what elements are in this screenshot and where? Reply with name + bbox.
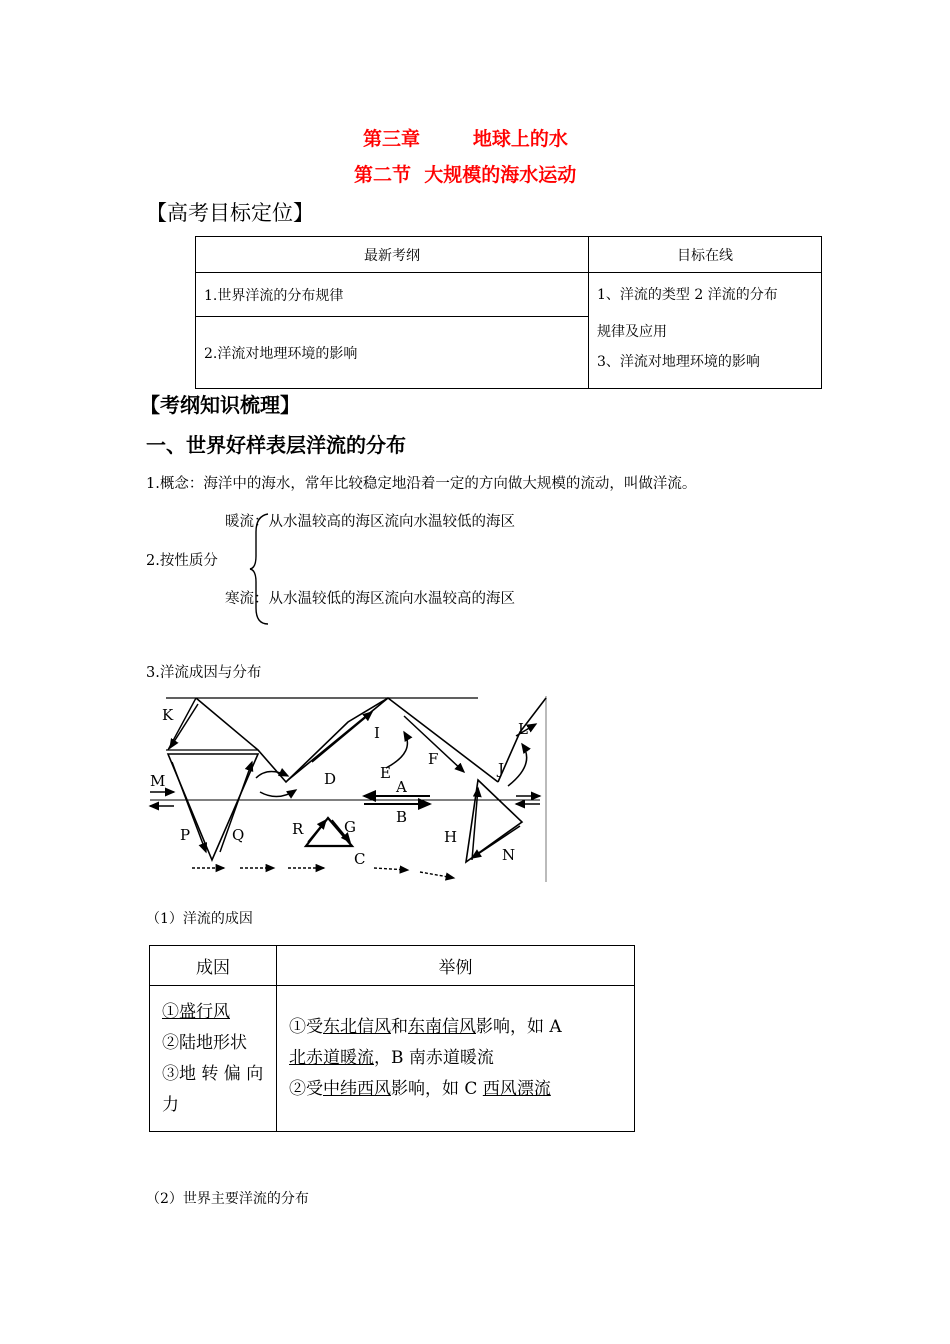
heading-exam-objectives: 【高考目标定位】 [146, 201, 314, 225]
label-N: N [502, 846, 516, 864]
label-L: L [518, 720, 528, 738]
heading-knowledge: 【考纲知识梳理】 [140, 393, 300, 417]
cause-header: 成因 [150, 946, 277, 986]
objective-line-2: 规律及应用 [597, 324, 667, 340]
example-line-1: ①受东北信风和东南信风影响，如 A [289, 1017, 562, 1037]
example-line-3: ②受中纬西风影响，如 C 西风漂流 [289, 1079, 551, 1099]
objectives-row-1: 1.世界洋流的分布规律 [196, 273, 589, 317]
cause-1: ①盛行风 [162, 1001, 230, 1022]
label-D: D [324, 770, 337, 788]
objectives-header-right: 目标在线 [589, 237, 822, 273]
cold-current-text: 寒流：从水温较低的海区流向水温较高的海区 [225, 591, 515, 607]
warm-current-text: 暖流：从水温较高的海区流向水温较低的海区 [225, 514, 515, 530]
section1-title: 一、世界好样表层洋流的分布 [146, 433, 406, 457]
example-line-2: 北赤道暖流，B 南赤道暖流 [289, 1048, 494, 1068]
cause-2: ②陆地形状 [162, 1032, 247, 1053]
label-C: C [354, 850, 366, 868]
label-G: G [344, 818, 356, 836]
example-header: 举例 [277, 946, 635, 986]
cause-list-cell [150, 986, 277, 1132]
objective-line-1: 1、洋流的类型 2 洋流的分布 [597, 287, 778, 303]
formation-title: 3.洋流成因与分布 [146, 665, 262, 681]
objectives-row-2: 2.洋流对地理环境的影响 [196, 317, 589, 389]
example-cell [277, 986, 635, 1132]
label-B: B [396, 808, 408, 826]
label-R: R [292, 820, 304, 838]
section-title: 第二节 大规模的海水运动 [354, 164, 577, 186]
label-K: K [162, 706, 174, 724]
label-M: M [150, 772, 166, 790]
cause-table [149, 945, 635, 1132]
objective-line-3: 3、洋流对地理环境的影响 [597, 354, 760, 370]
label-Q: Q [232, 826, 245, 844]
label-P: P [180, 826, 191, 844]
sub-heading-formation: （1）洋流的成因 [146, 911, 253, 927]
label-F: F [428, 750, 439, 768]
label-J: J [498, 760, 505, 778]
objectives-right-cell [589, 273, 822, 389]
chapter-title: 第三章 地球上的水 [363, 128, 568, 150]
label-E: E [380, 764, 391, 782]
objectives-header-left: 最新考纲 [196, 237, 589, 273]
concept-text: 1.概念：海洋中的海水，常年比较稳定地沿着一定的方向做大规模的流动，叫做洋流。 [146, 476, 697, 492]
label-H: H [444, 828, 458, 846]
label-A: A [396, 778, 407, 796]
ocean-current-diagram [148, 692, 550, 888]
sub-heading-distribution: （2）世界主要洋流的分布 [146, 1191, 309, 1207]
label-I: I [374, 724, 380, 742]
curly-brace [248, 512, 272, 627]
cause-3-cont: 力 [162, 1094, 179, 1115]
classify-label: 2.按性质分 [146, 553, 218, 569]
cause-3: ③地 转 偏 向 [162, 1063, 264, 1084]
objectives-table [195, 236, 822, 389]
